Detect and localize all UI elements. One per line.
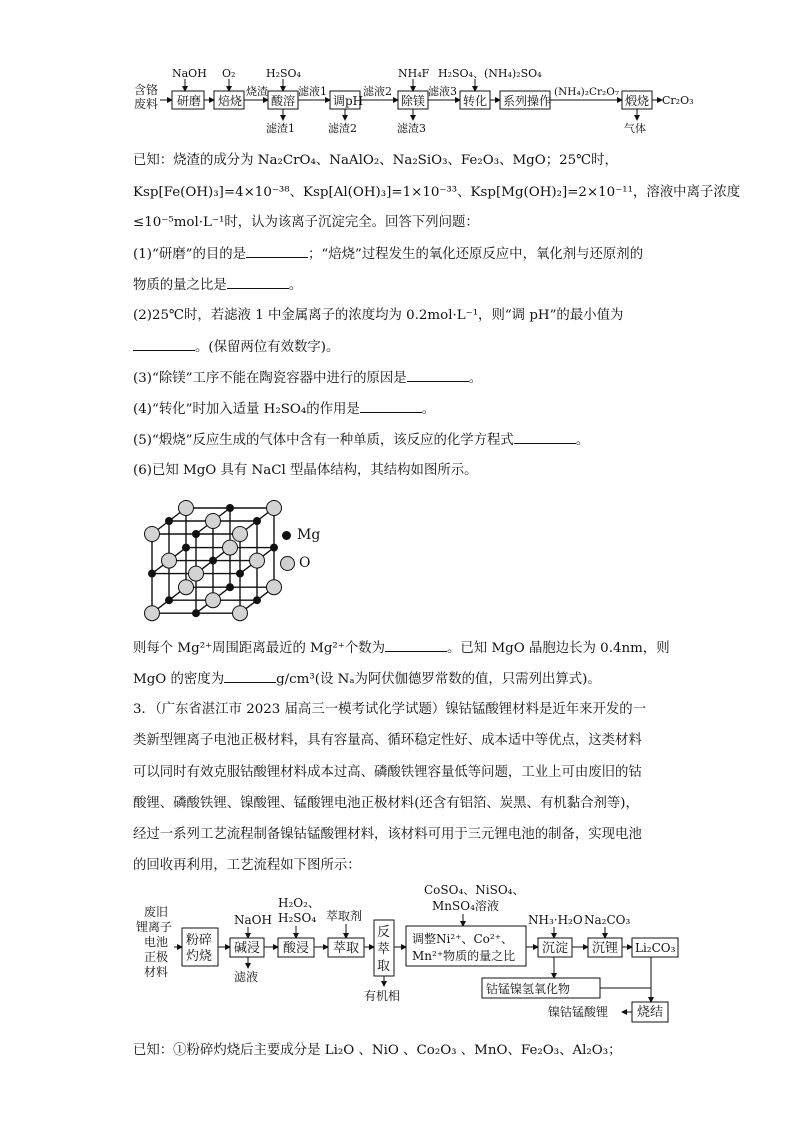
- question-text: 物质的量之比是: [133, 278, 227, 293]
- answer-blank[interactable]: [227, 276, 289, 289]
- question-text: MgO 的密度为: [133, 672, 225, 687]
- mg-atom: [165, 596, 173, 604]
- question-4: [133, 400, 435, 419]
- o-atom: [250, 553, 265, 568]
- known-line: Ksp[Fe(OH)₃]=4×10⁻³⁸、Ksp[Al(OH)₃]=1×10⁻³³、Ksp[Mg(OH)₂]=2×10⁻¹¹，溶液中离子浓度: [133, 185, 741, 200]
- question-2: (2)25℃时，若滤液 1 中金属离子的浓度均为 0.2mol·L⁻¹，则“调 pH”的最小值为: [133, 308, 624, 323]
- mg-atom: [209, 557, 217, 565]
- legend-o: [280, 555, 310, 571]
- reagent-label: Na₂CO₃: [584, 913, 631, 927]
- arrow-label: 滤液3: [428, 85, 457, 98]
- box-label: 沉锂: [592, 941, 619, 956]
- known-line: 已知：烧渣的成分为 Na₂CrO₄、NaAlO₂、Na₂SiO₃、Fe₂O₃、MgO；25℃时，: [133, 153, 618, 168]
- o-atom: [162, 553, 177, 568]
- q3-paragraph: 类新型锂离子电池正极材料，具有容量高、循环稳定性好、成本适中等优点，这类材料: [133, 733, 642, 748]
- box-label: 取: [377, 959, 391, 974]
- box-label: 粉碎: [186, 933, 213, 948]
- question-text: ；“焙烧”过程发生的氧化还原反应中，氧化剂与还原剂的: [308, 247, 644, 262]
- start-label: 材料: [144, 965, 169, 979]
- box-label: 系列操作: [503, 94, 552, 108]
- product-label: Cr₂O₃: [662, 94, 694, 107]
- box-label: 萃: [377, 942, 391, 957]
- reagent-label: H₂SO₄: [278, 911, 317, 925]
- reagent-label: NaOH: [172, 67, 207, 80]
- question-text: 。: [288, 278, 303, 293]
- start-label: 电池: [144, 935, 169, 949]
- box-label: 除镁: [401, 94, 426, 108]
- reagent-label: NaOH: [234, 913, 272, 927]
- answer-blank[interactable]: [133, 338, 195, 351]
- question-text: 。(保留两位有效数字)。: [195, 340, 340, 355]
- mg-atom: [226, 583, 234, 591]
- legend-mg: [282, 527, 320, 543]
- mg-atom: [192, 609, 200, 617]
- question-6-b: [133, 670, 601, 689]
- output-label: 滤液: [234, 970, 259, 984]
- box-label: 萃取: [333, 941, 360, 956]
- o-atom: [233, 527, 248, 542]
- known-line: ≤10⁻⁵mol·L⁻¹时，认为该离子沉淀完全。回答下列问题：: [133, 215, 479, 230]
- question-1-cont: [133, 276, 302, 295]
- box-label: 调整Ni²⁺、Co²⁺、: [412, 932, 514, 946]
- box-label: 研磨: [177, 94, 202, 108]
- product-label: 镍钴锰酸锂: [548, 1005, 609, 1019]
- q3-paragraph: 经过一系列工艺流程制备镍钴锰酸锂材料，该材料可用于三元锂电池的制备，实现电池: [133, 827, 642, 842]
- start-label: 正极: [144, 950, 169, 964]
- box-label: 沉淀: [542, 941, 569, 956]
- mg-atom: [192, 530, 200, 538]
- box-label: 酸溶: [271, 94, 296, 108]
- box-label: 灼烧: [186, 949, 213, 964]
- legend-o-label: O: [299, 555, 311, 571]
- o-circle-icon: [280, 556, 295, 571]
- flowchart-battery-recycling: [128, 880, 698, 1030]
- o-atom: [179, 501, 194, 516]
- o-atom: [267, 580, 282, 595]
- box-label: 酸浸: [283, 941, 310, 956]
- answer-blank[interactable]: [246, 245, 308, 258]
- question-1: [133, 245, 643, 264]
- mg-atom: [236, 570, 244, 578]
- question-2-cont: [133, 338, 339, 357]
- mg-atom: [148, 570, 156, 578]
- o-atom: [206, 514, 221, 529]
- output-label: 滤渣2: [328, 122, 357, 134]
- question-text: 。: [421, 402, 436, 417]
- o-atom: [189, 566, 204, 581]
- question-text: g/cm³(设 Nₐ为阿伏伽德罗常数的值，只需列出算式)。: [276, 672, 601, 687]
- o-atom: [145, 606, 160, 621]
- question-text: 。: [575, 433, 590, 448]
- box-label: 煅烧: [625, 94, 650, 108]
- reagent-label: O₂: [222, 67, 236, 80]
- answer-blank[interactable]: [407, 369, 469, 382]
- box-label: Mn²⁺物质的量之比: [412, 949, 516, 963]
- question-6-a: [133, 639, 670, 658]
- o-atom: [233, 606, 248, 621]
- mg-atom: [182, 544, 190, 552]
- mg-atom: [226, 504, 234, 512]
- question-text: (4)“转化”时加入适量 H₂SO₄的作用是: [133, 402, 360, 417]
- start-label: 废旧: [144, 905, 169, 919]
- box-label: 反: [377, 925, 391, 940]
- mg-atom: [270, 544, 278, 552]
- mg-atom: [253, 517, 261, 525]
- flowchart-chromium: [130, 64, 695, 134]
- question-text: (3)“除镁”工序不能在陶瓷容器中进行的原因是: [133, 371, 407, 386]
- answer-blank[interactable]: [360, 400, 422, 413]
- box-label: 转化: [463, 94, 488, 108]
- reagent-label: H₂SO₄、(NH₄)₂SO₄: [438, 67, 542, 80]
- answer-blank[interactable]: [385, 639, 447, 652]
- reagent-label: CoSO₄、NiSO₄、: [424, 883, 525, 897]
- box-label: 烧结: [637, 1005, 664, 1020]
- reagent-label: NH₃·H₂O: [528, 913, 583, 927]
- question-text: (5)“煅烧”反应生成的气体中含有一种单质，该反应的化学方程式: [133, 433, 514, 448]
- arrow-label: (NH₄)₂Cr₂O₇: [554, 86, 620, 98]
- o-atom: [267, 501, 282, 516]
- o-atom: [179, 580, 194, 595]
- output-label: 气体: [624, 122, 646, 134]
- output-label: 滤渣3: [397, 122, 426, 134]
- box-label: 钴锰镍氢氧化物: [486, 982, 571, 996]
- output-label: 有机相: [364, 989, 401, 1003]
- q3-paragraph: 可以同时有效克服钴酸锂材料成本过高、磷酸铁锂容量低等问题，工业上可由废旧的钴: [133, 765, 642, 780]
- q3-paragraph: 酸锂、磷酸铁锂、镍酸锂、锰酸锂电池正极材料(还含有铝箔、炭黑、有机黏合剂等)，: [133, 796, 639, 811]
- start-label: 含铬: [134, 83, 159, 97]
- question-6: (6)已知 MgO 具有 NaCl 型晶体结构，其结构如图所示。: [133, 463, 478, 478]
- reagent-label: H₂SO₄: [266, 67, 301, 80]
- output-label: 滤渣1: [266, 122, 295, 134]
- mg-atom: [253, 596, 261, 604]
- box-label: Li₂CO₃: [635, 941, 676, 955]
- mg-atom: [165, 517, 173, 525]
- question-5: [133, 431, 589, 450]
- question-3: [133, 369, 482, 388]
- question-text: 则每个 Mg²⁺周围距离最近的 Mg²⁺个数为: [133, 641, 386, 656]
- o-atom: [223, 540, 238, 555]
- mg-dot-icon: [282, 531, 291, 540]
- q3-paragraph: 3．（广东省湛江市 2023 届高三一模考试化学试题）镍钴锰酸锂材料是近年来开发的一: [133, 702, 647, 717]
- reagent-label: NH₄F: [398, 67, 430, 80]
- start-label: 锂离子: [136, 920, 173, 934]
- arrow-label: 烧渣: [246, 85, 268, 98]
- o-atom: [145, 527, 160, 542]
- question-text: 。已知 MgO 晶胞边长为 0.4nm，则: [447, 641, 670, 656]
- answer-blank[interactable]: [514, 431, 576, 444]
- o-atom: [206, 593, 221, 608]
- question-text: 。: [468, 371, 483, 386]
- legend-mg-label: Mg: [297, 527, 321, 543]
- reagent-label: 萃取剂: [326, 909, 363, 923]
- box-label: 调pH: [333, 94, 364, 108]
- arrow-label: 滤液2: [363, 85, 392, 98]
- reagent-label: H₂O₂、: [278, 896, 320, 910]
- question-text: (1)“研磨”的目的是: [133, 247, 247, 262]
- reagent-label: MnSO₄溶液: [432, 899, 499, 913]
- arrow-label: 滤液1: [298, 85, 327, 98]
- q3-paragraph: 的回收再利用，工艺流程如下图所示：: [133, 858, 361, 873]
- answer-blank[interactable]: [224, 670, 276, 683]
- box-label: 焙烧: [218, 94, 243, 108]
- start-label: 废料: [134, 97, 159, 111]
- box-label: 碱浸: [234, 941, 261, 956]
- q3-known: 已知：①粉碎灼烧后主要成分是 Li₂O 、NiO 、Co₂O₃ 、MnO、Fe₂O₃、Al₂O₃；: [133, 1043, 622, 1058]
